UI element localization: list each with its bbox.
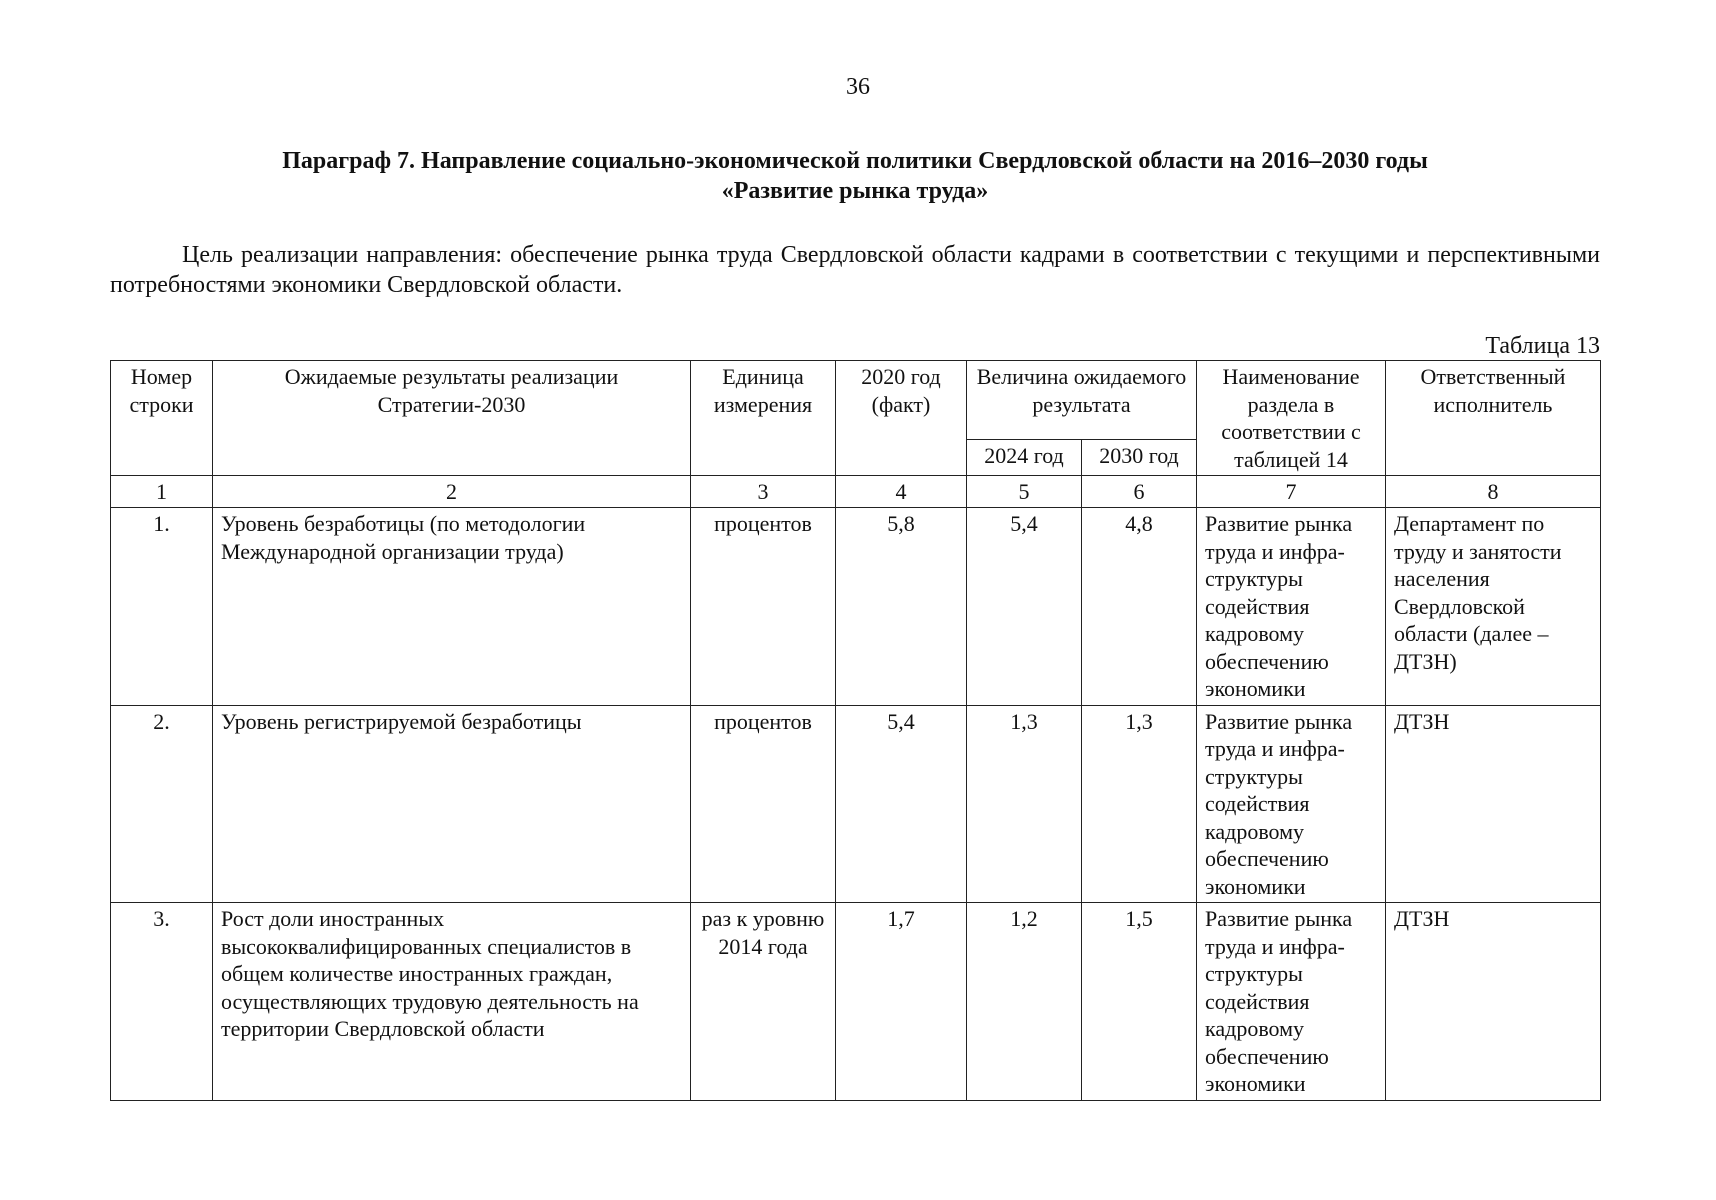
row-number: 1. [111, 508, 213, 706]
header-unit: Единица измерения [691, 361, 836, 476]
responsible: ДТЗН [1386, 903, 1601, 1101]
section-name: Развитие рынка труда и инфра-структуры содействия кадровому обеспечению экономики [1197, 705, 1386, 903]
header-expected-results: Ожидаемые результаты реализации Стратегии-2030 [213, 361, 691, 476]
header-responsible: Ответственный исполнитель [1386, 361, 1601, 476]
unit: раз к уровню 2014 года [691, 903, 836, 1101]
section-name: Развитие рынка труда и инфра-структуры содействия кадровому обеспечению экономики [1197, 508, 1386, 706]
header-section-name: Наименование раздела в соответствии с таблицей 14 [1197, 361, 1386, 476]
unit: процентов [691, 508, 836, 706]
column-number: 3 [691, 476, 836, 508]
responsible: Департамент по труду и занятости населения Свердловской области (далее – ДТЗН) [1386, 508, 1601, 706]
fact-2020: 5,8 [836, 508, 967, 706]
unit: процентов [691, 705, 836, 903]
heading-line-2: «Развитие рынка труда» [721, 178, 989, 204]
fact-2020: 1,7 [836, 903, 967, 1101]
column-number: 2 [213, 476, 691, 508]
column-number: 5 [967, 476, 1082, 508]
header-year-2030: 2030 год [1082, 440, 1197, 476]
row-number: 3. [111, 903, 213, 1101]
table-row [111, 705, 1601, 903]
value-2030: 1,5 [1082, 903, 1197, 1101]
expected-result: Уровень регистрируемой безработицы [213, 705, 691, 903]
row-number: 2. [111, 705, 213, 903]
header-row-number: Номер строки [111, 361, 213, 476]
section-name: Развитие рынка труда и инфра-структуры содействия кадровому обеспечению экономики [1197, 903, 1386, 1101]
page-number: 36 [846, 74, 870, 100]
value-2024: 1,3 [967, 705, 1082, 903]
section-heading [110, 146, 1600, 206]
expected-result: Уровень безработицы (по методологии Международной организации труда) [213, 508, 691, 706]
column-number: 7 [1197, 476, 1386, 508]
column-number: 8 [1386, 476, 1601, 508]
responsible: ДТЗН [1386, 705, 1601, 903]
table-row [111, 508, 1601, 706]
results-table [110, 360, 1601, 1101]
header-year-2024: 2024 год [967, 440, 1082, 476]
value-2030: 1,3 [1082, 705, 1197, 903]
expected-result: Рост доли иностранных высококвалифицированных специалистов в общем количестве иностранных граждан, осуществляющих трудовую деятельность на территории Свердловской области [213, 903, 691, 1101]
header-expected-value: Величина ожидаемого результата [967, 361, 1197, 440]
column-numbers-row [111, 476, 1601, 508]
value-2030: 4,8 [1082, 508, 1197, 706]
value-2024: 1,2 [967, 903, 1082, 1101]
value-2024: 5,4 [967, 508, 1082, 706]
goal-paragraph: Цель реализации направления: обеспечение рынка труда Свердловской области кадрами в соответствии с текущими и перспективными потребностями экономики Свердловской области. [110, 242, 1600, 298]
column-number: 4 [836, 476, 967, 508]
column-number: 6 [1082, 476, 1197, 508]
heading-line-1: Параграф 7. Направление социально-экономической политики Свердловской области на 2016–2030 годы [282, 148, 1428, 174]
column-number: 1 [111, 476, 213, 508]
table-caption: Таблица 13 [1485, 333, 1600, 359]
fact-2020: 5,4 [836, 705, 967, 903]
table-row [111, 903, 1601, 1101]
header-fact-2020: 2020 год (факт) [836, 361, 967, 476]
